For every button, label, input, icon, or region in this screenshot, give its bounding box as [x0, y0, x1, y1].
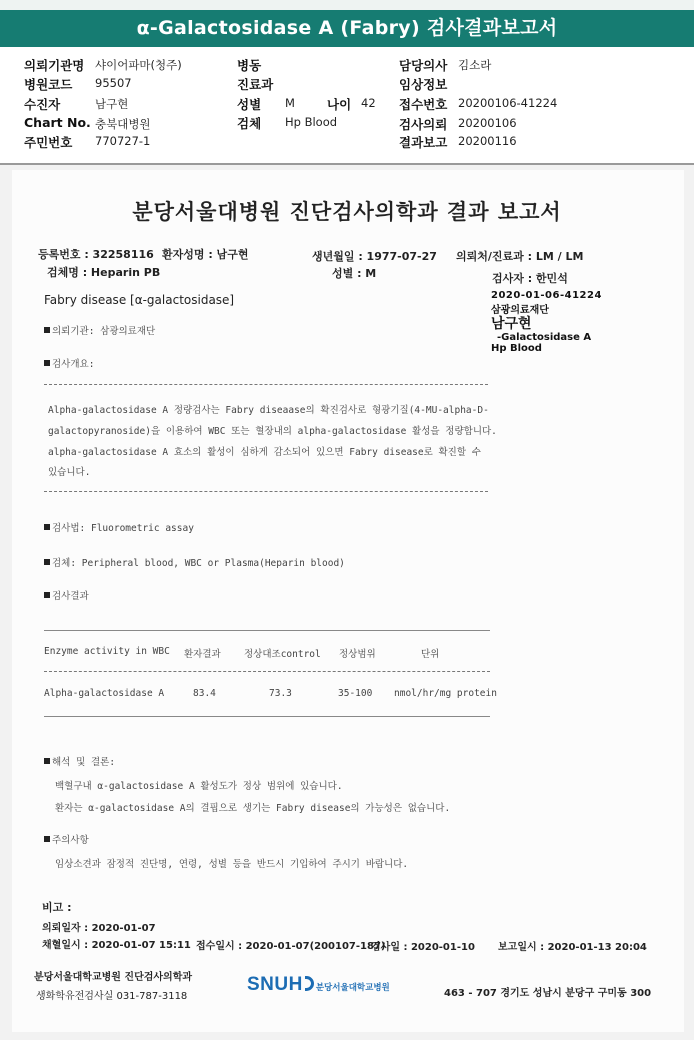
- hdr-label-hospital-code: 병원코드: [24, 77, 73, 92]
- request-date: 의뢰일자 : 2020-01-07: [42, 923, 156, 934]
- hdr-value-specimen: Hp Blood: [285, 115, 338, 129]
- table-cell-patient-result: 83.4: [193, 688, 216, 699]
- table-header-patient: 환자결과: [184, 649, 221, 660]
- hdr-value-patient: 남구현: [95, 97, 129, 111]
- footer-address: 463 - 707 경기도 성남시 분당구 구미동 300: [444, 988, 652, 999]
- specimen-name: 검체명 : Heparin PB: [47, 266, 161, 279]
- section-method: [44, 520, 194, 534]
- logo-mark-icon: [305, 976, 314, 991]
- hdr-value-age: 42: [361, 96, 376, 110]
- snuh-logo: [247, 974, 390, 996]
- test-date: 검사일 : 2020-01-10: [371, 942, 475, 953]
- logo-text: SNUH: [247, 974, 303, 995]
- hdr-label-ward: 병동: [237, 58, 262, 73]
- hdr-label-doctor: 담당의사: [399, 58, 448, 73]
- footer-organization: 분당서울대학교병원 진단검사의학과: [34, 972, 193, 983]
- footer-lab: 생화학유전검사실 031-787-3118: [36, 991, 188, 1002]
- hdr-value-hospital-code: 95507: [95, 76, 132, 90]
- overview-line-3: alpha-galactosidase A 효소의 활성이 심하게 감소되어 있으면 Fabry disease로 확진할 수: [48, 447, 481, 458]
- bullet-square-icon: [44, 559, 50, 565]
- date-of-birth: 생년월일 : 1977-07-27: [312, 250, 437, 263]
- interpretation-line-1: 백혈구내 α-galactosidase A 활성도가 정상 범위에 있습니다.: [55, 781, 343, 792]
- report-datetime: 보고일시 : 2020-01-13 20:04: [498, 942, 647, 953]
- sample-text: 검체: Peripheral blood, WBC or Plasma(Heparin blood): [52, 558, 345, 569]
- hdr-value-institution: 샤이어파마(청주): [95, 58, 182, 72]
- section-sample: [44, 555, 345, 569]
- hdr-label-test-request: 검사의뢰: [399, 117, 448, 132]
- notes-text: 임상소견과 잠정적 진단명, 연령, 성별 등을 반드시 기입하여 주시기 바랍니다.: [55, 859, 409, 870]
- hdr-label-department: 진료과: [237, 77, 274, 92]
- table-cell-enzyme: Alpha-galactosidase A: [44, 688, 165, 699]
- divider: [44, 384, 488, 385]
- section-overview: [44, 356, 94, 370]
- stamp-patient: 남구현: [491, 316, 532, 332]
- logo-subtitle: 분당서울대학교병원: [315, 983, 390, 993]
- overview-heading: 검사개요:: [52, 359, 95, 370]
- hdr-label-clinical-info: 임상정보: [399, 77, 448, 92]
- stamp-institution: 삼광의료재단: [491, 305, 549, 316]
- label-stamp: [491, 290, 621, 354]
- patient-name: 환자성명 : 남구현: [162, 248, 249, 261]
- results-heading: 검사결과: [52, 591, 89, 602]
- table-cell-range: 35-100: [338, 688, 373, 699]
- table-header-unit: 단위: [421, 649, 440, 660]
- table-rule-mid: [44, 671, 490, 672]
- disease-title: Fabry disease [α-galactosidase]: [44, 293, 235, 307]
- stamp-test: -Galactosidase A: [497, 332, 592, 343]
- overview-line-4: 있습니다.: [48, 467, 91, 478]
- section-interpretation: [44, 754, 115, 768]
- stamp-accession: 2020-01-06-41224: [491, 290, 602, 301]
- section-notes: [44, 832, 89, 846]
- hdr-value-doctor: 김소라: [458, 58, 492, 72]
- section-institution: [44, 323, 155, 337]
- hdr-label-sex: 성별: [237, 97, 262, 112]
- sex: 성별 : M: [332, 267, 377, 280]
- hdr-label-patient: 수진자: [24, 97, 61, 112]
- reg-no: 등록번호 : 32258116: [38, 248, 154, 261]
- hdr-value-chart-no: 충북대병원: [95, 117, 151, 131]
- hdr-label-result-report: 결과보고: [399, 135, 448, 150]
- section-results: [44, 588, 89, 602]
- hdr-value-receipt-no: 20200106-41224: [458, 96, 558, 110]
- hdr-value-result-report: 20200116: [458, 134, 517, 148]
- stamp-specimen: Hp Blood: [491, 343, 542, 354]
- bullet-square-icon: [44, 836, 50, 842]
- hdr-label-receipt-no: 접수번호: [399, 97, 448, 112]
- table-header-range: 정상범위: [339, 649, 376, 660]
- bullet-square-icon: [44, 758, 50, 764]
- bullet-square-icon: [44, 592, 50, 598]
- overview-line-1: Alpha-galactosidase A 정량검사는 Fabry diseaase의 확진검사로 형광기질(4-MU-alpha-D-: [48, 405, 489, 416]
- table-header-control: 정상대조control: [244, 649, 321, 660]
- draw-datetime: 채혈일시 : 2020-01-07 15:11: [42, 940, 191, 951]
- table-header-enzyme: Enzyme activity in WBC: [44, 646, 170, 657]
- divider: [44, 491, 488, 492]
- interpretation-line-2: 환자는 α-galactosidase A의 결핍으로 생기는 Fabry disease의 가능성은 없습니다.: [55, 803, 451, 814]
- table-cell-control: 73.3: [269, 688, 292, 699]
- top-strip: [0, 0, 694, 10]
- bullet-square-icon: [44, 327, 50, 333]
- tester: 검사자 : 한민석: [492, 272, 568, 285]
- hdr-value-test-request: 20200106: [458, 116, 517, 130]
- hdr-value-sex: M: [285, 96, 295, 110]
- hdr-label-age: 나이: [327, 97, 352, 112]
- bullet-square-icon: [44, 524, 50, 530]
- method-text: 검사법: Fluorometric assay: [52, 523, 194, 534]
- hdr-label-specimen: 검체: [237, 116, 262, 131]
- interpretation-heading: 해석 및 결론:: [52, 757, 116, 768]
- hdr-label-resident-no: 주민번호: [24, 135, 73, 150]
- requesting-dept: 의뢰처/진료과 : LM / LM: [456, 250, 584, 263]
- table-rule-bottom: [44, 716, 490, 717]
- table-rule-top: [44, 630, 490, 631]
- bullet-square-icon: [44, 360, 50, 366]
- report-title-bar: α-Galactosidase A (Fabry) 검사결과보고서: [0, 10, 694, 47]
- receipt-datetime: 접수일시 : 2020-01-07(200107-187): [196, 941, 386, 952]
- overview-line-2: galactopyranoside)을 이용하여 WBC 또는 혈장내의 alpha-galactosidase 활성을 정량합니다.: [48, 426, 497, 437]
- remarks: 비고 :: [42, 901, 72, 914]
- hdr-label-chart-no: Chart No.: [24, 115, 91, 130]
- notes-heading: 주의사항: [52, 835, 89, 846]
- hdr-value-resident-no: 770727-1: [95, 134, 151, 148]
- table-cell-unit: nmol/hr/mg protein: [394, 688, 497, 699]
- institution-text: 의뢰기관: 삼광의료재단: [52, 326, 156, 337]
- hdr-label-institution: 의뢰기관명: [24, 58, 85, 73]
- sheet-title: 분당서울대병원 진단검사의학과 결과 보고서: [132, 200, 562, 224]
